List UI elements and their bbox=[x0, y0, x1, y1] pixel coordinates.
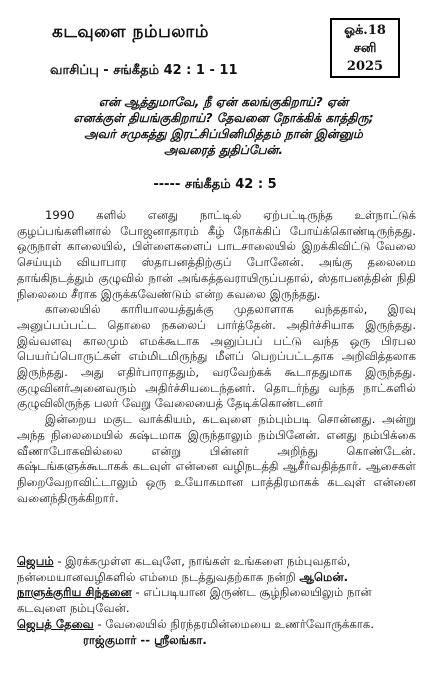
verse-reference: ----- சங்கீதம் 42 : 5 bbox=[153, 177, 277, 192]
prayer-amen: ஆமென். bbox=[299, 569, 349, 584]
date-weekday: சனி bbox=[353, 41, 377, 56]
prayer-line bbox=[17, 554, 416, 585]
date-day: ஓக்.18 bbox=[344, 23, 386, 38]
need-text: - வேலையில் நிரந்தரமின்மையை உணர்வோருக்காக. bbox=[93, 616, 375, 631]
body-paragraph: இன்றைய மகுட வாக்கியம், கடவுளை நம்பும்படி சொன்னது. அன்று அந்த நிலைமையில் கஷ்டமாக இருந்தாலும் நம்பினேன். எனது நம்பிக்கை வீணாபோகவில்லை என்று பின்னர் அறிந்து கொண்டேன். கஷ்டங்களுக்கூடாகக் கடவுள் என்னை வழிநடத்தி ஆசீர்வதித்தார். ஆசைகள் நிறைவேறாவிட்டாலும் ஒரு உயோகமான பாத்திரமாகக் கடவுள் என்னை வனைந்திருக்கிறார். bbox=[17, 412, 416, 505]
date-year: 2025 bbox=[346, 59, 384, 74]
prayer-text: - இரக்கமுள்ள கடவுளே, நாங்கள் உங்களை நம்புவதால், நன்மையானவழிகளில் எம்மை நடத்துவதற்காக நன்றி bbox=[17, 554, 351, 584]
key-verse bbox=[46, 94, 401, 158]
page-title: கடவுளை நம்பலாம் bbox=[52, 22, 209, 42]
verse-line: என் ஆத்துமாவே, நீ ஏன் கலங்குகிறாய்? ஏன் bbox=[98, 95, 349, 109]
devotional-footer bbox=[17, 554, 416, 648]
prayer-label: ஜெபம் bbox=[17, 554, 54, 568]
body-paragraph: 1990 களில் எனது நாட்டில் ஏற்பட்டிருந்த உள்நாட்டுக் குழப்பங்களினால் போஜனாதாரம் கீழ் நோக்கிப் போய்க்கொண்டிருந்தது. ஒருநாள் காலையில், பிள்ளைகளைப் பாடசாலையில் இறக்கிவிட்டு வேலை செய்யும் வியாபார ஸ்தாபனத்திற்குப் போனேன். அங்கு தலைமை தாங்கிநடத்தும் குழுவில் நான் அங்கத்தவராயிருப்பதால், ஸ்தாபனத்தின் நிதி நிலைமை சீராக இருக்கவேண்டும் என்ற கவலை இருந்தது. bbox=[17, 208, 416, 301]
date-box bbox=[330, 18, 400, 78]
devotional-body bbox=[17, 208, 416, 506]
verse-line: எனக்குள் தியங்குகிறாய்? தேவனை நோக்கிக் காத்திரு; bbox=[73, 111, 374, 125]
need-line bbox=[17, 617, 416, 648]
verse-line: அவரைத் துதிப்பேன். bbox=[163, 143, 283, 157]
verse-line: அவர் சமுகத்து இரட்சிப்பினிமித்தம் நான் இன்னும் bbox=[84, 127, 363, 141]
thought-text: - எப்படியான இருண்ட சூழ்நிலையிலும் நான் கடவுளை நம்புவேன். bbox=[17, 585, 372, 616]
body-paragraph: காலையில் காரியாலயத்துக்கு முதலாளாக வந்ததால், இரவு அனுப்பப்பட்ட தொலை நகலைப் பார்த்தேன். அதிர்ச்சியாக இருந்தது. இவ்வளவு காலமும் எமக்கூடாக அனுப்பப் பட்டு வந்த ஒரு பிரபல பெயர்ப்பொருட்கள் எம்மிடமிருந்து மீளப் பெறப்பட்டதாக அறிவித்தலாக இருந்தது. அது எதிர்பாராததும், வரவேற்கக் கூடாததுமாக இருந்தது. குழுவினர்அனைவரும் அதிர்ச்சியடைந்தனர். தொடர்ந்து வந்த நாட்களில் குழுவிலிருந்த பலர் வேறு வேலையைத் தேடிக்கொண்டனர் bbox=[17, 302, 416, 411]
need-label: ஜெபத் தேவை bbox=[17, 616, 94, 631]
author-signature: ராஜ்குமார் -- ஸ்ரீலங்கா. bbox=[83, 632, 207, 647]
thought-label: நாளுக்குரிய சிந்தனை bbox=[17, 585, 132, 600]
thought-line bbox=[17, 585, 416, 616]
reading-reference: வாசிப்பு - சங்கீதம் 42 : 1 - 11 bbox=[50, 63, 238, 78]
